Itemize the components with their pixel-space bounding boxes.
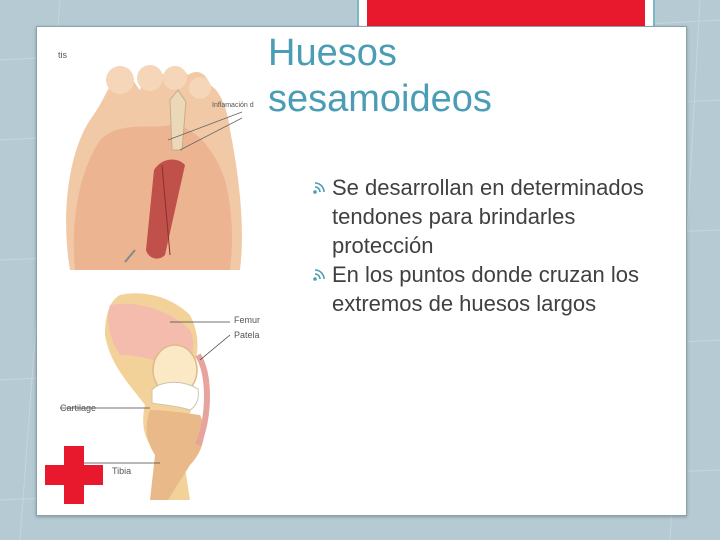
red-cross-icon <box>45 446 103 504</box>
foot-illustration <box>50 30 270 280</box>
slide-title: Huesos sesamoideos <box>268 32 492 120</box>
foot-corner-label: tis <box>58 50 67 60</box>
wifi-signal-icon <box>312 181 328 195</box>
knee-femur-label: Femur <box>234 315 261 325</box>
bullet-text: En los puntos donde cruzan los extremos de huesos largos <box>332 262 639 316</box>
knee-patela-label: Patela <box>234 330 260 340</box>
wifi-signal-icon <box>312 268 328 282</box>
bullet-text: Se desarrollan en determinados tendones para brindarles protección <box>332 175 644 258</box>
knee-tibia-label: Tibia <box>112 466 132 476</box>
knee-cartilage-label: Cartilage <box>60 403 97 413</box>
foot-inflammation-label: Inflamación d <box>212 102 254 109</box>
bullet-item <box>312 260 647 318</box>
bullet-list <box>312 173 647 318</box>
bullet-item <box>312 173 647 260</box>
